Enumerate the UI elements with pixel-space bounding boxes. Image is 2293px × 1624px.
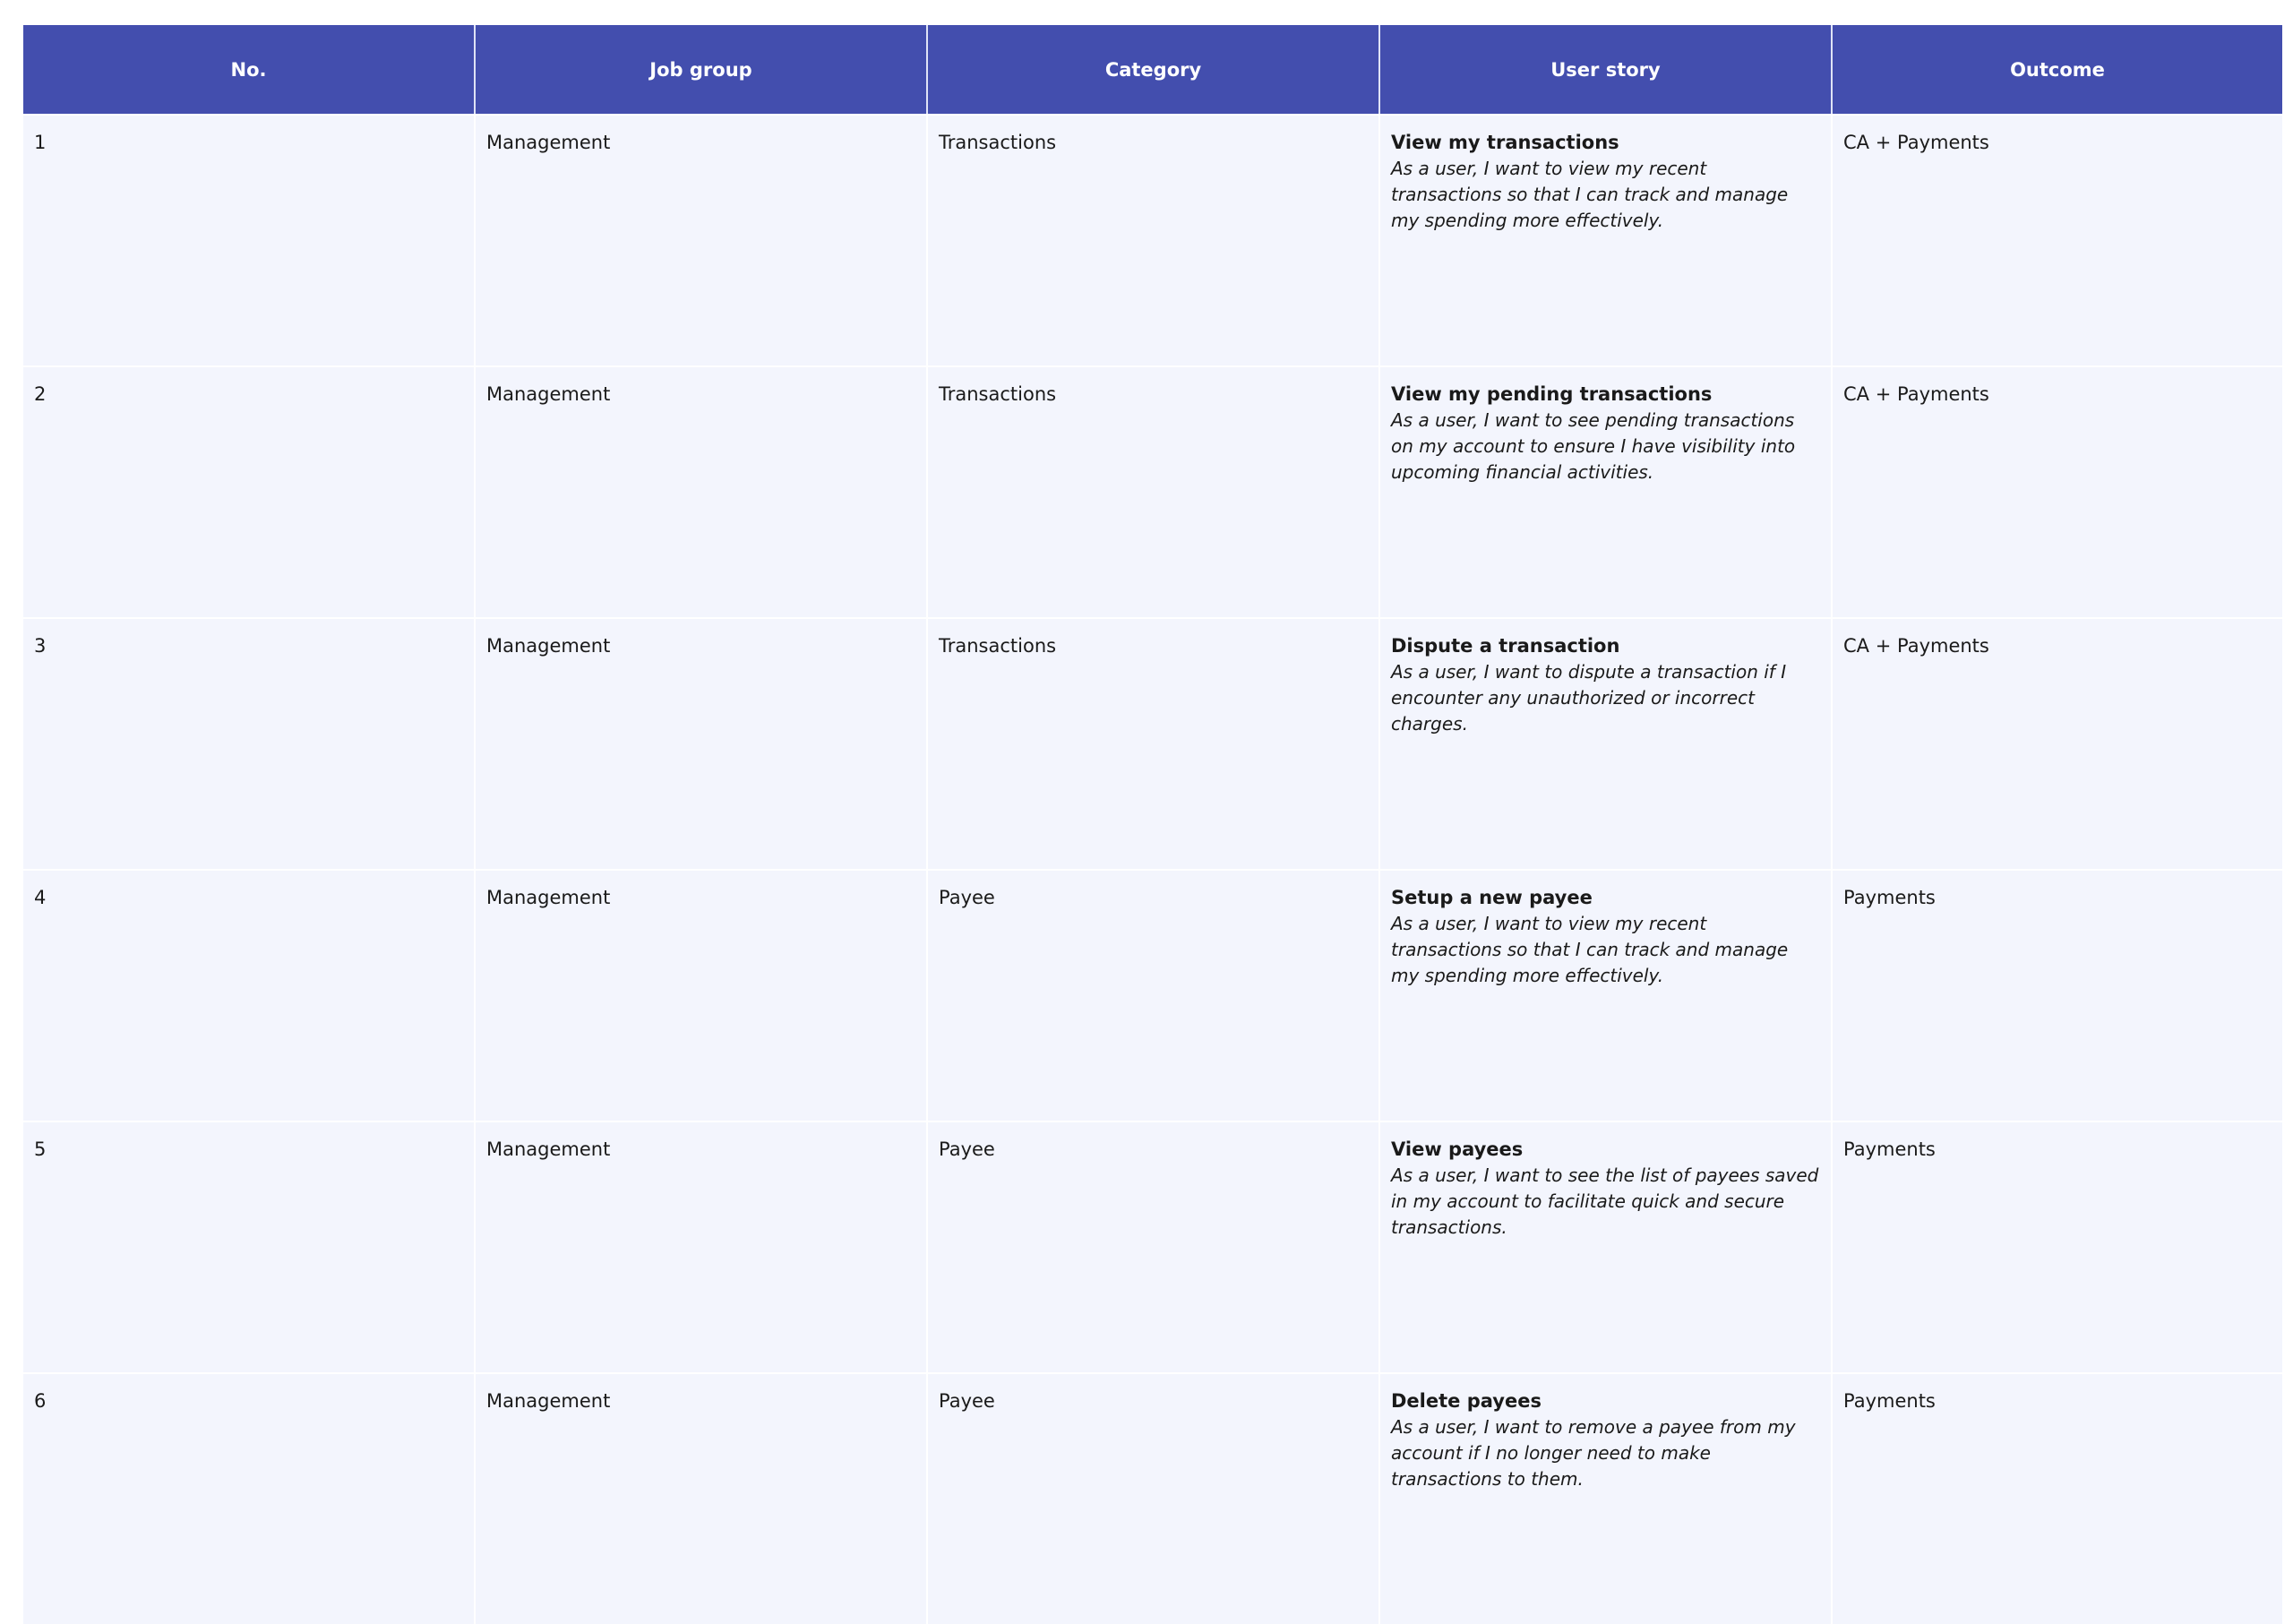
cell-outcome: Payments [1843,887,1936,908]
cell-category: Payee [928,871,1380,1121]
cell-user-story [1380,619,1833,869]
cell-job-group: Management [476,116,928,365]
story-description: As a user, I want to see the list of payees saved in my account to facilitate quick and secure transactions. [1391,1164,1819,1238]
story-description: As a user, I want to dispute a transaction if I encounter any unauthorized or incorrect charges. [1391,661,1787,735]
cell-job-group: Management [476,871,928,1121]
cell-user-story [1380,1374,1833,1624]
cell-category: Transactions [928,619,1380,869]
table-row[interactable] [23,1374,2282,1624]
table-row[interactable] [23,871,2282,1121]
cell-job-group: Management [476,1122,928,1372]
cell-no: 4 [23,871,476,1121]
cell-category: Payee [928,1374,1380,1624]
cell-outcome: Payments [1843,1390,1936,1412]
cell-user-story [1380,367,1833,617]
cell-no: 3 [23,619,476,869]
cell-job-group: Management [476,619,928,869]
header-no[interactable]: No. [23,25,476,114]
cell-user-story [1380,871,1833,1121]
cell-user-story [1380,1122,1833,1372]
cell-no: 5 [23,1122,476,1372]
header-outcome[interactable]: Outcome [2010,58,2105,81]
story-title: View payees [1391,1139,1524,1160]
user-stories-table [23,25,2282,1490]
story-title: View my transactions [1391,132,1619,153]
cell-category: Transactions [928,116,1380,365]
story-title: Delete payees [1391,1390,1542,1412]
cell-category: Payee [928,1122,1380,1372]
cell-job-group: Management [476,367,928,617]
table-row[interactable] [23,1122,2282,1372]
header-category[interactable]: Category [928,25,1380,114]
story-title: View my pending transactions [1391,383,1713,405]
story-description: As a user, I want to see pending transactions on my account to ensure I have visibility into upcoming financial activities. [1391,409,1796,483]
cell-no: 2 [23,367,476,617]
story-description: As a user, I want to view my recent transactions so that I can track and manage my spending more effectively. [1391,158,1789,231]
cell-no: 6 [23,1374,476,1624]
cell-outcome: CA + Payments [1843,383,1989,405]
header-user-story[interactable]: User story [1380,25,1833,114]
story-description: As a user, I want to view my recent transactions so that I can track and manage my spending more effectively. [1391,913,1789,986]
table-header-row [23,25,2282,114]
header-job-group[interactable]: Job group [476,25,928,114]
cell-job-group: Management [476,1374,928,1624]
cell-outcome: Payments [1843,1139,1936,1160]
cell-outcome: CA + Payments [1843,132,1989,153]
cell-no: 1 [23,116,476,365]
table-row[interactable] [23,116,2282,365]
table-row[interactable] [23,367,2282,617]
story-description: As a user, I want to remove a payee from my account if I no longer need to make transactions to them. [1391,1416,1796,1490]
story-title: Dispute a transaction [1391,635,1620,657]
cell-category: Transactions [928,367,1380,617]
cell-user-story [1380,116,1833,365]
cell-outcome: CA + Payments [1843,635,1989,657]
table-row[interactable] [23,619,2282,869]
story-title: Setup a new payee [1391,887,1593,908]
